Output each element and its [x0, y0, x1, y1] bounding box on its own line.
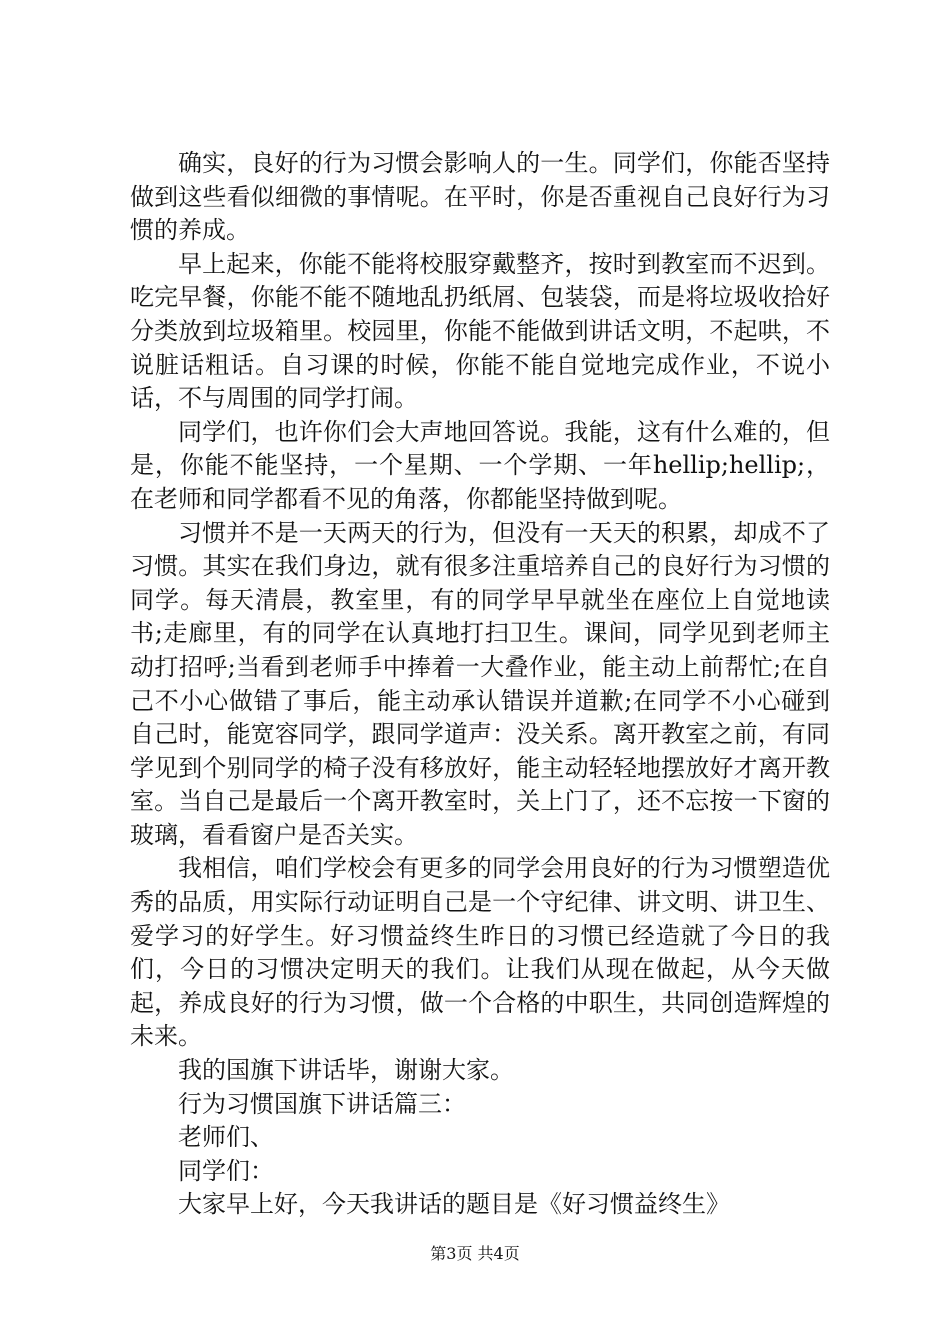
page-footer: 第3页 共4页 — [430, 1244, 520, 1263]
paragraph: 我相信，咱们学校会有更多的同学会用良好的行为习惯塑造优秀的品质，用实际行动证明自己是一个守纪律、讲文明、讲卫生、爱学习的好学生。好习惯益终生昨日的习惯已经造就了今日的我们，今日的习惯决定明天的我们。让我们从现在做起，从今天做起，养成良好的行为习惯，做一个合格的中职生，共同创造辉煌的未来。 — [130, 854, 830, 1051]
document-body — [130, 147, 830, 1222]
paragraph: 同学们，也许你们会大声地回答说。我能，这有什么难的，但是，你能不能坚持，一个星期、一个学期、一年hellip;hellip;，在老师和同学都看不见的角落，你都能坚持做到呢。 — [130, 417, 830, 513]
paragraph: 我的国旗下讲话毕，谢谢大家。 — [178, 1056, 514, 1085]
paragraph: 同学们： — [178, 1156, 274, 1185]
paragraph: 行为习惯国旗下讲话篇三： — [178, 1089, 466, 1118]
paragraph: 习惯并不是一天两天的行为，但没有一天天的积累，却成不了习惯。其实在我们身边，就有很多注重培养自己的良好行为习惯的同学。每天清晨，教室里，有的同学早早就坐在座位上自觉地读书;走廊里，有的同学在认真地打扫卫生。课间，同学见到老师主动打招呼;当看到老师手中捧着一大叠作业，能主动上前帮忙;在自己不小心做错了事后，能主动承认错误并道歉;在同学不小心碰到自己时，能宽容同学，跟同学道声：没关系。离开教室之前，有同学见到个别同学的椅子没有移放好，能主动轻轻地摆放好才离开教室。当自己是最后一个离开教室时，关上门了，还不忘按一下窗的玻璃，看看窗户是否关实。 — [130, 518, 830, 849]
paragraph: 大家早上好，今天我讲话的题目是《好习惯益终生》 — [178, 1190, 730, 1219]
paragraph: 确实，良好的行为习惯会影响人的一生。同学们，你能否坚持做到这些看似细微的事情呢。在平时，你是否重视自己良好行为习惯的养成。 — [130, 149, 830, 245]
paragraph: 老师们、 — [178, 1123, 274, 1152]
paragraph: 早上起来，你能不能将校服穿戴整齐，按时到教室而不迟到。吃完早餐，你能不能不随地乱扔纸屑、包装袋，而是将垃圾收拾好分类放到垃圾箱里。校园里，你能不能做到讲话文明，不起哄，不说脏话粗话。自习课的时候，你能不能自觉地完成作业，不说小话，不与周围的同学打闹。 — [130, 249, 830, 413]
